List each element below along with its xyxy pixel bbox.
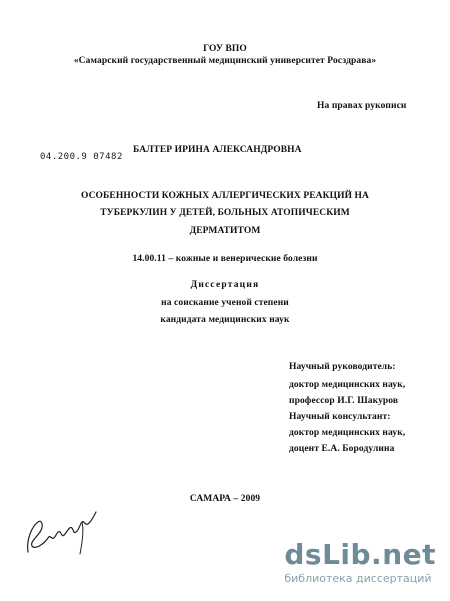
consultant-line: доцент Е.А. Бородулина [289,444,395,454]
document-type: Диссертация [190,280,260,290]
institution-short: ГОУ ВПО [203,44,247,54]
degree-line: кандидата медицинских наук [160,315,290,325]
author-name: БАЛТЕР ИРИНА АЛЕКСАНДРОВНА [133,145,302,155]
institution-full: «Самарский государственный медицинский университет Росздрава» [73,56,377,66]
title-line: ТУБЕРКУЛИН У ДЕТЕЙ, БОЛЬНЫХ АТОПИЧЕСКИМ [100,208,350,218]
consultant-line: доктор медицинских наук, [289,428,406,438]
handwritten-signature [22,500,102,565]
watermark-tagline: библиотека диссертаций [284,572,432,585]
registration-code: 04.200.9 07482 [40,152,123,162]
dslib-watermark [284,540,436,586]
title-line: ОСОБЕННОСТИ КОЖНЫХ АЛЛЕРГИЧЕСКИХ РЕАКЦИЙ НА [80,191,370,201]
supervisor-line: профессор И.Г. Шакуров [289,396,399,406]
watermark-brand: dsLib.net [284,538,436,571]
title-line: ДЕРМАТИТОМ [189,226,261,236]
degree-line: на соискание ученой степени [161,298,289,308]
specialty: 14.00.11 – кожные и венерические болезни [132,254,318,264]
consultant-label: Научный консультант: [289,412,391,422]
supervisor-label: Научный руководитель: [289,362,396,372]
supervisor-line: доктор медицинских наук, [289,380,406,390]
place-year: САМАРА – 2009 [189,494,261,504]
rights-note: На правах рукописи [317,101,407,111]
